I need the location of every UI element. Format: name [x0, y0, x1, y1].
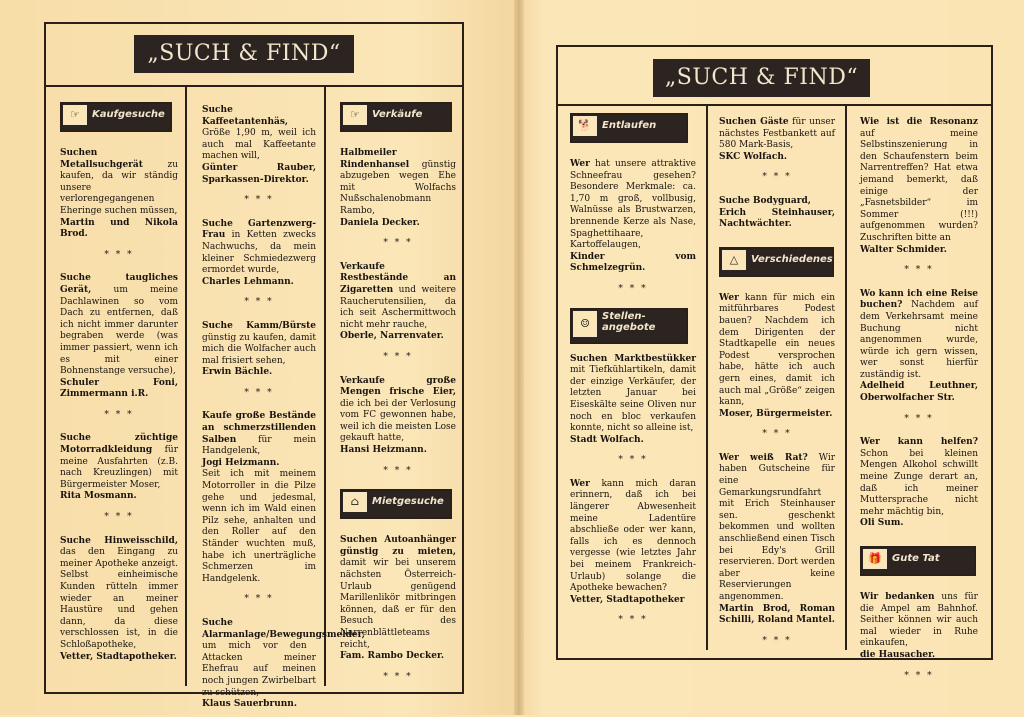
ad: Suche Hinweisschild, das den Eingang zu meiner Apotheke anzeigt. Selbst einheimische Kunden rütteln immer wieder an meiner Haustüre und gehen dann, da diese verschlossen ist, in die Schloßapotheke, Vetter, Stadtapotheker.	[60, 535, 178, 662]
right-column-rule-2	[845, 105, 847, 650]
shapes-icon: △	[722, 250, 746, 270]
separator: * * *	[244, 297, 274, 308]
left-column-2	[202, 105, 365, 717]
left-title-rule	[44, 85, 464, 87]
ad: Wer kann helfen? Schon bei kleinen Mengen Alkohol schwillt meine Zunge derart an, daß ich meiner Muttersprache nicht mehr mächtig bin, Oli Sum.	[860, 437, 978, 529]
category-label: Kaufgesuche	[92, 109, 165, 120]
separator: * * *	[383, 671, 413, 682]
category-label: Verkäufe	[372, 109, 423, 120]
separator: * * *	[618, 283, 648, 294]
right-column-3	[860, 117, 978, 694]
ad: Verkaufe große Mengen frische Eier, die ich bei der Verlosung vom FC gewonnen habe, weil ich die meisten Lose gekauft hatte, Hansi Heizmann.	[340, 375, 456, 456]
left-column-rule-1	[185, 86, 187, 686]
category-label: Verschiedenes	[751, 253, 833, 265]
category-label: Stellen-angebote	[602, 310, 656, 333]
hand-pointing-icon: ☞	[63, 105, 87, 125]
ad: Suchen Metallsuchgerät zu kaufen, da wir ständig unsere verlorengegangenen Eheringe suchen müssen, Martin und Nikola Brod.	[60, 148, 178, 240]
ad: Suche Kaffeetantenhäs, Größe 1,90 m, weil ich auch mal Kaffeetante machen will, Günter Rauber, Sparkassen-Direktor.	[202, 105, 316, 185]
ad: Suchen Gäste für unser nächstes Festbankett auf 580 Mark-Basis, SKC Wolfach.	[719, 117, 835, 162]
ad: Verkaufe Restbestände an Zigaretten und weitere Raucherutensilien, da ich seit Aschermittwoch nicht mehr rauche, Oberle, Narrenvater.	[340, 261, 456, 342]
category-gute-tat	[860, 546, 978, 580]
person-icon: ☺	[573, 311, 597, 337]
category-verschiedenes	[719, 247, 835, 281]
right-column-2	[719, 117, 835, 659]
separator: * * *	[762, 429, 792, 440]
separator: * * *	[104, 249, 134, 260]
category-entlaufen	[570, 113, 696, 147]
ad: Wer hat unsere attraktive Schneefrau gesehen? Besondere Merkmale: ca. 1,70 m groß, vollbusig, Walnüsse als Brustwarzen, brennende Kerze als Nase, Spaghettihaare, Kartoffelaugen, Kinder vom Schmelzegrün.	[570, 159, 696, 274]
right-column-1	[570, 113, 696, 639]
ad: Wie ist die Resonanz auf meine Selbstinszenierung in den Schaufenstern beim Narrentreffen? Hat etwa jemand bemerkt, daß einige der „Fasnetsbilder“ im Sommer (!!!) aufgenommen wurden? Zuschriften bitte an Walter Schmider.	[860, 117, 978, 255]
ad: Suche Alarmanlage/Bewegungsmelder, um mich vor den Attacken meiner Ehefrau auf meinen noch jungen Zwirbelbart zu schützen, Klaus Sauerbrunn.	[202, 617, 365, 710]
left-column-rule-2	[324, 86, 326, 686]
dog-icon: 🐕	[573, 116, 597, 136]
ad: Wer weiß Rat? Wir haben Gutscheine für eine Gemarkungsrundfahrt mit Erich Steinhauser sen. geschenkt bekommen und wollten anschließend einen Tisch bei Edy's Grill reservieren. Dort werden aber keine Reservierungen angenommen. Martin Brod, Roman Schilli, Roland Mantel.	[719, 452, 835, 626]
right-page-title: „SUCH & FIND“	[653, 59, 870, 97]
left-column-3	[340, 102, 456, 695]
hand-pointing-icon: ☞	[343, 105, 367, 125]
ad: Wo kann ich eine Reise buchen? Nachdem auf dem Verkehrsamt meine Buchung nicht angenommen wurde, würde ich gern wissen, wer sonst hierfür zuständig ist. Adelheid Leuthner, Oberwolfacher Str.	[860, 288, 978, 404]
separator: * * *	[618, 615, 648, 626]
separator: * * *	[244, 195, 274, 206]
category-kaufgesuche	[60, 102, 178, 136]
ad: Suche taugliches Gerät, um meine Dachlawinen so vom Dach zu entfernen, daß ich nicht immer darunter begraben werde (was immer passiert, wenn ich es mit einer Bohnenstange versuche), Schuler Foni, Zimmermann i.R.	[60, 273, 178, 400]
separator: * * *	[244, 387, 274, 398]
ad: Suche Kamm/Bürste günstig zu kaufen, damit mich die Wolfacher auch mal frisiert sehen, Erwin Bächle.	[202, 320, 316, 378]
ad: Suchen Autoanhänger günstig zu mieten, damit wir bei unserem nächsten Österreich-Urlaub genügend Marillenlikör mitbringen können, daß er für den Besuch des Narrenblättleteams reicht, Fam. Rambo Decker.	[340, 535, 456, 662]
category-label: Gute Tat	[892, 553, 940, 564]
separator: * * *	[383, 465, 413, 476]
ad: Suche züchtige Motorradkleidung für meine Ausfahrten (z.B. nach Kreuzlingen) mit Bürgermeister Moser, Rita Mosmann.	[60, 433, 178, 502]
separator: * * *	[904, 670, 934, 681]
right-title-rule	[556, 104, 993, 106]
ad: Kaufe große Bestände an schmerzstillenden Salben für mein Handgelenk, Jogi Heizmann. Seit ich mit meinem Motorroller in die Pilze gehe und jedesmal, wenn ich im Wald einen Pilz sehe, anhalten und den Roller auf den Ständer wuchten muß, habe ich unerträgliche Schmerzen im Handgelenk.	[202, 411, 316, 584]
category-label: Mietgesuche	[372, 496, 444, 508]
separator: * * *	[762, 172, 792, 183]
right-column-rule-1	[706, 105, 708, 650]
ad: Suchen Marktbestükker mit Tiefkühlartikeln, damit der einzige Verkäufer, der letzten Januar bei Eiseskälte seine Oliven nur noch en bloc verkaufen konnte, nicht so alleine ist, Stadt Wolfach.	[570, 353, 696, 445]
house-question-icon: ⌂	[343, 492, 367, 512]
ad: Suche Gartenzwerg-Frau in Ketten zwecks Nachwuchs, da mein kleiner Schmiedezwerg ermordet wurde, Charles Lehmann.	[202, 218, 316, 287]
category-label: Entlaufen	[602, 120, 657, 131]
separator: * * *	[904, 413, 934, 424]
ad: Wer kann mich daran erinnern, daß ich bei längerer Abwesenheit meine Ladentüre abschließe oder wer kann, falls ich es dennoch vergesse (wie letztes Jahr bei meinem Frankreich-Urlaub) solange die Apotheke bewachen? Vetter, Stadtapotheker	[570, 478, 696, 605]
ad: Suche Bodyguard, Erich Steinhauser, Nachtwächter.	[719, 195, 835, 230]
separator: * * *	[762, 635, 792, 646]
separator: * * *	[383, 351, 413, 362]
gift-icon: 🎁	[863, 549, 887, 569]
page-gutter	[514, 0, 524, 715]
left-page-title: „SUCH & FIND“	[134, 35, 354, 73]
category-stellenangebote	[570, 308, 696, 342]
separator: * * *	[104, 409, 134, 420]
ad: Wer kann für mich ein mitführbares Podest bauen? Nachdem ich dem Dirigenten der Stadtkapelle ein neues Podest versprochen habe, hätte ich auch gern eines, damit ich auch mal „Größe“ zeigen kann, Moser, Bürgermeister.	[719, 292, 835, 419]
separator: * * *	[618, 455, 648, 466]
ad: Wir bedanken uns für die Ampel am Bahnhof. Seither können wir auch mal wieder in Ruhe einkaufen, die Hausacher.	[860, 592, 978, 660]
category-mietgesuche	[340, 489, 456, 523]
separator: * * *	[383, 238, 413, 249]
separator: * * *	[104, 512, 134, 523]
category-verkaeufe	[340, 102, 456, 136]
separator: * * *	[244, 594, 274, 605]
separator: * * *	[904, 265, 934, 276]
left-column-1	[60, 102, 178, 669]
ad: Halbmeiler Rindenhansel günstig abzugeben wegen Ehe mit Wolfachs Nußschalenobmann Rambo, Daniela Decker.	[340, 148, 456, 228]
